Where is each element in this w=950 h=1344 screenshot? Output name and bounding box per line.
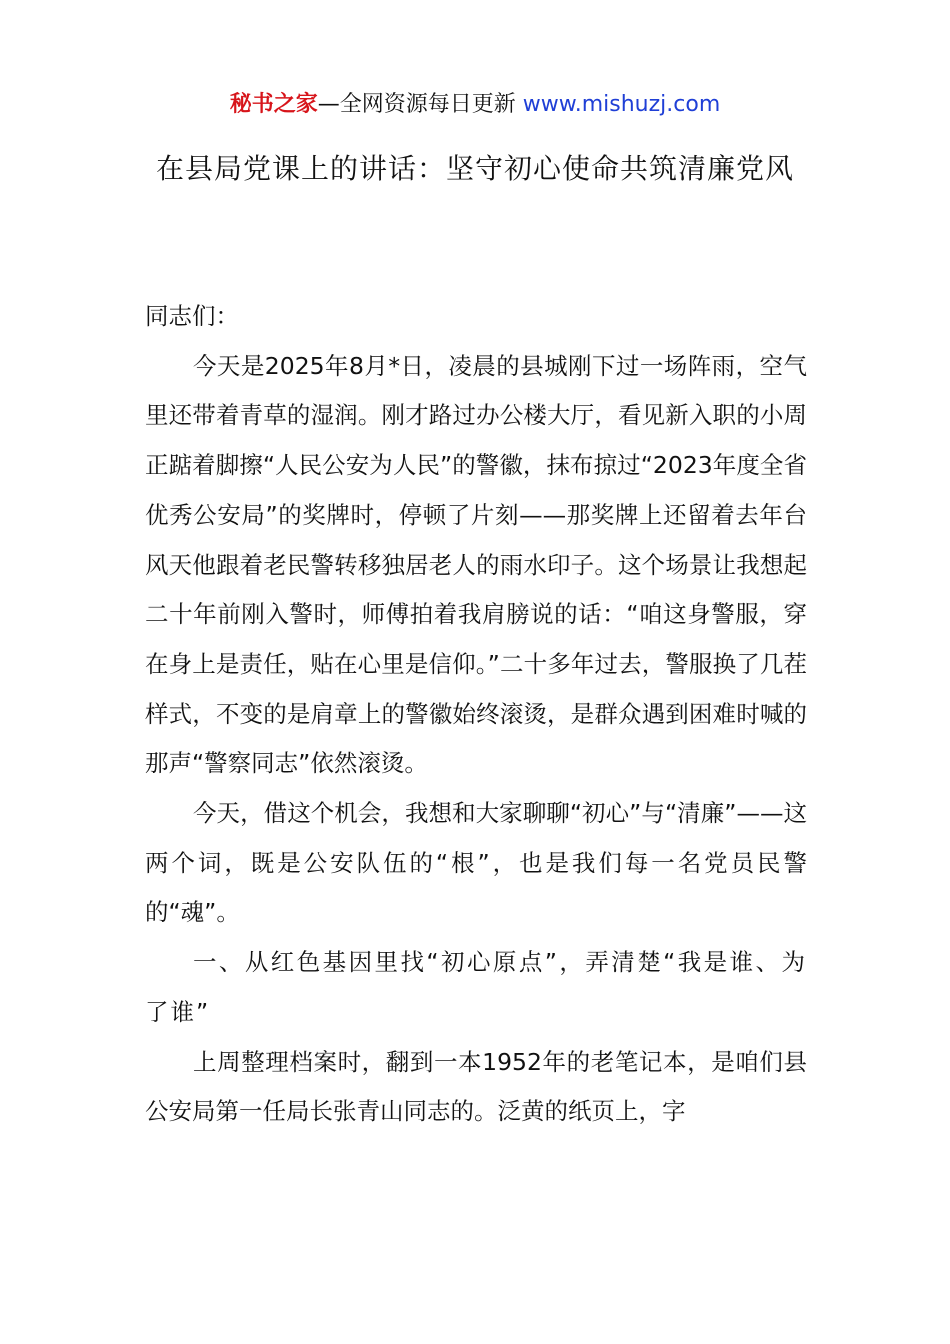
document-body xyxy=(145,292,807,1137)
site-brand: 秘书之家 xyxy=(229,92,318,117)
site-header xyxy=(0,88,950,122)
paragraph-section-1: 上周整理档案时，翻到一本1952年的老笔记本，是咱们县公安局第一任局长张青山同志的。泛黄的纸页上，字 xyxy=(145,1047,807,1126)
paragraph-topic: 今天，借这个机会，我想和大家聊聊“初心”与“清廉”——这两个词，既是公安队伍的“根”，也是我们每一名党员民警的“魂”。 xyxy=(145,799,807,927)
section-heading-1: 一、从红色基因里找“初心原点”，弄清楚“我是谁、为了谁” xyxy=(145,948,807,1026)
site-url-link[interactable]: www.mishuzj.com xyxy=(522,92,721,117)
document-title: 在县局党课上的讲话：坚守初心使命共筑清廉党风 xyxy=(155,152,794,185)
paragraph-opening: 今天是2025年8月*日，凌晨的县城刚下过一场阵雨，空气里还带着青草的湿润。刚才路过办公楼大厅，看见新入职的小周正踮着脚擦“人民公安为人民”的警徽，抹布掠过“2023年度全省优秀公安局”的奖牌时，停顿了片刻——那奖牌上还留着去年台风天他跟着老民警转移独居老人的雨水印子。这个场景让我想起二十年前刚入警时，师傅拍着我肩膀说的话：“咱这身警服，穿在身上是责任，贴在心里是信仰。”二十多年过去，警服换了几茬样式，不变的是肩章上的警徽始终滚烫，是群众遇到困难时喊的那声“警察同志”依然滚烫。 xyxy=(145,351,807,778)
salutation: 同志们： xyxy=(145,302,239,330)
site-tagline: —全网资源每日更新 xyxy=(317,92,523,117)
